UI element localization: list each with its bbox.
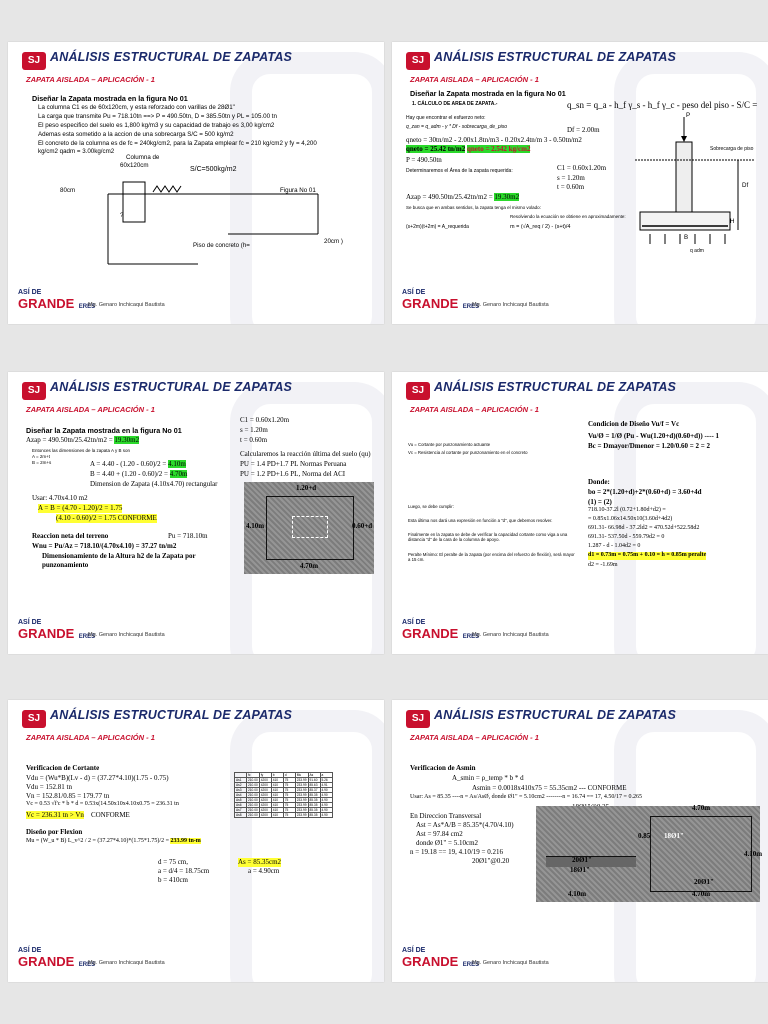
table-header-cell: As [308,773,320,778]
l2: Usar: As = 85.35 ----n = As/AsØ, donde Ø1" = 5.10cm2 --------n = 16.74 == 17, 4.50/17 = 0.265 [410,794,642,800]
l3: qneto = 30tn/m2 - 2.00x1.8tn/m3 - 0.20x2.4tn/m 3 - 0.50tn/m2 [406,136,582,144]
table-cell: 91.60 [308,778,320,783]
logo-icon: SJ [22,52,46,70]
table-cell: 210.00 [248,788,258,792]
result: d1 = 0.73m = 0.75m + 0.10 = h = 0.85m peralte [588,552,707,558]
table-cell: As5 [235,798,247,803]
l1: Vu/Ø = 1/Ø (Pu - Wu(1.20+d)(0.60+d)) ---- 1 [588,432,720,440]
table-cell: 233.99 [296,813,307,817]
table-cell: 75 [283,783,295,788]
p5: 18Ø1" [570,866,590,874]
table-cell: 233.99 [296,803,307,807]
p9: 4.10m [744,850,763,858]
l1: Hay que encontrar el esfuerzo neto: [406,115,486,121]
table-cell: 210.00 [248,803,258,807]
l4: Vc = 0.53 √f'c * b * d = 0.53x(14.50x10x4.10x0.75 = 236.31 tn [26,801,179,807]
bullet-4: Ademas esta sometido a la accion de una sobrecarga S/C = 500 kg/m2 [38,131,234,138]
pu: Pu = 718.10tn [168,532,208,540]
cond-heading: Condicion de Diseño Vu/f = Vc [588,420,680,428]
r1: C1 = 0.60x1.20m [240,416,290,424]
left2: Vc = Resistencia al cortante por punzonamiento en el concreto [408,450,528,455]
slide-title: ANÁLISIS ESTRUCTURAL DE ZAPATAS [50,708,293,722]
step: 1. CÁLCULO DE AREA DE ZAPATA.- [412,101,498,107]
bullet-5: El concreto de la columna es de fc = 240kg/cm2, para la Zapata emplear fc = 210 kg/cm2 y fy = 4,200 [38,140,317,147]
slide-subtitle: ZAPATA AISLADA – APLICACIÓN - 1 [410,405,539,414]
iteration-table [234,772,333,818]
usar: Usar: 4.70x4.10 m2 [32,494,88,502]
l5: P = 490.50tn [406,156,442,164]
table-cell: 4200 [259,798,271,803]
a-calc: A = 4.40 - (1.20 - 0.60)/2 = 4.10m [90,460,186,468]
table-header-cell: b [271,773,283,778]
ab1: A = B = (4.70 - 1.20)/2 = 1.75 [38,504,123,512]
footing-section-figure [630,112,760,262]
c1: 718.10-37.2l (0.72+1.80d+d2) = [588,507,666,513]
table-cell: 210.00 [248,798,258,802]
table-cell: As6 [235,803,247,808]
wnu: Wnu = Pu/Az = 718.10/(4.70x4.10) = 37.27 tn/m2 [32,542,177,550]
l10: m = (√A_req / 2) - (s+t)/4 [510,224,571,230]
table-cell: 85.35 [308,798,320,803]
fig-20: 20cm ) [324,238,343,245]
slide-3 [8,372,384,654]
table-cell: 4.90 [320,793,332,798]
r4: Calcularemos la reacción última del suelo (qu) [240,450,371,458]
table-cell: 4.90 [320,803,332,808]
reac: Reaccion neta del terreno [32,532,109,540]
l9: (s+2m)(t+2m) = A_requerida [406,224,469,230]
table-cell: As4 [235,793,247,798]
table-cell: 85.35 [308,808,320,813]
slide-subtitle: ZAPATA AISLADA – APLICACIÓN - 1 [410,733,539,742]
table-cell: 4.91 [320,783,332,788]
bo: bo = 2*(1.20+d)+2*(0.60+d) = 3.60+4d [588,488,702,496]
r3: t = 0.60m [240,436,268,444]
logo-icon: SJ [22,710,46,728]
table-cell: 4.90 [320,813,332,818]
table-cell: 410 [271,793,283,798]
azap: Azap = 490.50tn/25.42tn/m2 = 19.30m2 [26,436,140,444]
table-cell: As7 [235,808,247,813]
c4: 691.31- 537.50d - 559.79d2 = 0 [588,534,665,540]
table-header-cell: fy [259,773,271,778]
left3: Luego, se debe cumplir: [408,504,454,509]
brand: ASÍ DE GRANDE ERES [402,619,480,641]
table-cell: 75 [283,778,295,783]
table-cell: 410 [271,808,283,813]
l2: Bc = Dmayor/Dmenor = 1.20/0.60 = 2 = 2 [588,442,710,450]
author: Mg. Genaro Inchicaqui Bautista [472,302,549,308]
left4: Esta última nos dará una expresión en función a "d", que debemos resolver. [408,518,553,523]
slide-title: ANÁLISIS ESTRUCTURAL DE ZAPATAS [50,380,293,394]
table-cell: 410 [271,778,283,783]
asmin-heading: Verificacion de Asmin [410,764,476,772]
table-cell: 233.99 [296,808,307,812]
table-cell: 4200 [259,803,271,808]
fig-col-size: 60x120cm [120,162,149,169]
l6: Ast = 97.84 cm2 [416,830,463,838]
table-cell: As2 [235,783,247,788]
table-cell: 410 [271,788,283,793]
table-cell: 410 [271,813,283,818]
brand: ASÍ DE GRANDE ERES [402,289,480,311]
as-value: As = 85.35cm2 [238,858,282,866]
l8: n = 19.18 == 19, 4.10/19 = 0.216 [410,848,503,856]
l2: q_zan = q_adm - γ * Df - sobrecarga_de_piso [406,124,508,130]
author: Mg. Genaro Inchicaqui Bautista [88,302,165,308]
r2: s = 1.20m [240,426,268,434]
l8: Resolviendo la ecuación se obtiene en aproximadamente: [510,214,626,219]
fig-name: Figura No 01 [280,187,316,194]
table-cell: 210.00 [248,813,258,817]
cortante-heading: Verificacion de Cortante [26,764,100,772]
slide-subtitle: ZAPATA AISLADA – APLICACIÓN - 1 [26,405,155,414]
slide-2 [392,42,768,324]
table-cell: 210.00 [248,793,258,797]
l4: En Direccion Transversal [410,812,482,820]
logo-icon: SJ [406,52,430,70]
author: Mg. Genaro Inchicaqui Bautista [88,632,165,638]
p1: 1.20+d [296,484,317,492]
p1: 4.70m [692,804,711,812]
slide-4 [392,372,768,654]
azap: Azap = 490.50tn/25.42tn/m2 = 19.30m2 [406,193,520,201]
c1: C1 = 0.60x1.20m [557,164,607,172]
fig-piso: Piso de concreto (h= [193,242,250,249]
left1: Vu = Cortante por punzonamiento actuante [408,442,491,447]
brand: ASÍ DE GRANDE ERES [18,947,96,969]
dim3: punzonamiento [42,561,89,569]
left5: Finalmente en la zapata se debe de verificar la capacidad cortante como viga a una distancia "d" de la cara de la columna de apoyo. [408,532,568,543]
brand: ASÍ DE GRANDE ERES [402,947,480,969]
table-cell: 233.99 [296,788,307,792]
table-cell: As1 [235,778,247,783]
fig-80: 80cm [60,187,76,194]
flexion-heading: Diseño por Flexion [26,828,83,836]
p4: 4.70m [300,562,319,570]
eq: (1) = (2) [588,498,612,506]
fig-p: P [686,112,691,119]
table-cell: 210.00 [248,783,258,787]
d2: d2 = -1.69m [588,562,618,568]
table-cell: 4.90 [320,788,332,793]
table-cell: 5.26 [320,778,332,783]
table-header-cell: d [283,773,295,778]
table-cell: 85.37 [308,788,320,793]
table-cell: 410 [271,803,283,808]
slide-title: ANÁLISIS ESTRUCTURAL DE ZAPATAS [434,708,677,722]
logo-icon: SJ [22,382,46,400]
l6: Determinaremos el Área de la zapata requerida: [406,168,513,174]
l1: Asmin = 0.0018x410x75 = 55.35cm2 --- CONFORME [472,784,627,792]
p4: 20Ø1" [572,856,592,864]
table-cell: 210.00 [248,808,258,812]
brand: ASÍ DE GRANDE ERES [18,619,96,641]
table-header-cell: a [320,773,332,778]
table-cell: 410 [271,783,283,788]
fig-sc: S/C=500kg/m2 [190,166,237,173]
l7: Se busca que en ambas sentidos, la zapata tenga el mismo volado: [406,205,541,210]
s: s = 1.20m [557,174,585,182]
l3: Vn = 152.81/0.85 = 179.77 tn [26,792,110,800]
dim2: Dimensionamiento de la Altura h2 de la Zapata por [42,552,196,560]
p7: 20Ø1" [694,878,714,886]
author: Mg. Genaro Inchicaqui Bautista [472,632,549,638]
l5: Vc = 236.31 tn > Vn CONFORME [26,811,130,819]
bullet-3: El peso especifico del suelo es 1,800 kg/m3 y su capacidad de trabajo es 3,00 kg/cm2 [38,122,275,129]
df: Df = 2.00m [567,126,600,134]
l5: Ast = As*A/B = 85.35*(4.70/4.10) [416,821,514,829]
fig-q: q adm [690,248,704,254]
left6: Peralte Mínimo: El peralte de la zapata (por encima del refuerzo de flexión), será mayor a 15 cm. [408,552,575,563]
slide-subtitle: ZAPATA AISLADA – APLICACIÓN - 1 [26,733,155,742]
table-header-cell: Mu [295,773,308,778]
slide-subtitle: ZAPATA AISLADA – APLICACIÓN - 1 [26,75,155,84]
r6: PU = 1.2 PD+1.6 PL, Norma del ACI [240,470,346,478]
table-cell: 233.99 [296,793,307,797]
table-cell: 233.99 [296,783,307,787]
logo-icon: SJ [406,710,430,728]
table-header-cell: fc [247,773,260,778]
table-cell: 85.63 [308,783,320,788]
slide-subtitle: ZAPATA AISLADA – APLICACIÓN - 1 [410,75,539,84]
slide-6 [392,700,768,982]
b: b = 410cm [158,876,188,884]
table-cell: 85.35 [308,813,320,818]
table-cell: 75 [283,788,295,793]
fig-q: ? [120,212,124,219]
table-cell: 75 [283,813,295,818]
p3: 18Ø1" [664,832,684,840]
logo-icon: SJ [406,382,430,400]
c2: = 0.85x1.06x14.50x10(3.60d+4d2) [588,516,673,522]
table-cell: 4.90 [320,798,332,803]
mu: Mu = (W_u * B) L_v^2 / 2 = (37.27*4.10)*(1.75*1.75)/2 = 233.99 tn-m [26,838,201,844]
table-cell: 233.99 [296,778,307,782]
table-cell: As8 [235,813,247,818]
l2: A = 2m+t [32,454,51,459]
fig-col-label: Columna de [126,154,160,161]
ab2: (4.10 - 0.60)/2 = 1.75 CONFORME [56,514,157,522]
table-cell: 4200 [259,788,271,793]
fig-h: H [730,218,735,225]
table-cell: 4200 [259,808,271,813]
l2: Vdu = 152.81 tn [26,783,72,791]
fig-b: B [684,234,689,241]
p6: 4.10m [568,890,587,898]
slide-title: ANÁLISIS ESTRUCTURAL DE ZAPATAS [434,50,677,64]
d: d = 75 cm, [158,858,188,866]
l3: B = 2m+s [32,460,52,465]
table-cell: 233.99 [296,798,307,802]
l9: 20Ø1"@0.20 [472,857,510,865]
table-cell: 75 [283,798,295,803]
c3: 691.31- 66.98d - 37.2ld2 = 470.52d+522.58d2 [588,525,700,531]
heading: Diseñar la Zapata mostrada en la figura No 01 [32,94,188,103]
reinforcement-photo [536,806,763,902]
table-cell: 4.90 [320,808,332,813]
b-calc: B = 4.40 + (1.20 - 0.60)/2 = 4.70m [90,470,188,478]
p8: 4.70m [692,890,711,898]
bullet-cont: kg/cm2 qadm = 3.00kg/cm2 [38,148,115,155]
slide-1 [8,42,384,324]
slide-title: ANÁLISIS ESTRUCTURAL DE ZAPATAS [50,50,293,64]
table-cell: 4200 [259,813,271,818]
p2: 0.85 [638,832,651,840]
t: t = 0.60m [557,183,585,191]
heading: Diseñar la Zapata mostrada en la figura No 01 [410,89,566,98]
asmin-formula: A_smin = ρ_temp * b * d [452,774,524,782]
r5: PU = 1.4 PD+1.7 PL Normas Peruana [240,460,347,468]
fig-df: Df [742,182,749,189]
fig-sob: Sobrecarga de piso [710,146,754,152]
donde: Donde: [588,478,610,486]
p2: 4.10m [246,522,265,530]
p3: 0.60+d [352,522,373,530]
table-cell: 210.00 [248,778,258,782]
table-cell: 410 [271,798,283,803]
table-cell: 4200 [259,783,271,788]
a-value: a = 4.90cm [248,867,280,875]
slide-title: ANÁLISIS ESTRUCTURAL DE ZAPATAS [434,380,677,394]
l1: Entonces las dimensiones de la zapata A y B son [32,448,131,453]
bullet-1: La columna C1 es de 60x120cm, y esta reforzado con varillas de 28Ø1" [38,104,235,111]
a-d: a = d/4 = 18.75cm [158,867,210,875]
author: Mg. Genaro Inchicaqui Bautista [472,960,549,966]
slide-5 [8,700,384,982]
heading: Diseñar la Zapata mostrada en la figura No 01 [26,426,182,435]
formula: q_sn = q_a - h_f γ_s - h_f γ_c - peso del piso - S/C = [567,100,758,110]
table-row [235,813,333,818]
table-cell: 85.35 [308,803,320,808]
table-cell: 75 [283,808,295,813]
author: Mg. Genaro Inchicaqui Bautista [88,960,165,966]
table-cell: As3 [235,788,247,793]
c5: 1.287 - d - 1.04d2 = 0 [588,543,641,549]
l4: qneto = 25.42 tn/m2 qneto = 2.542 kg/cm2 [406,145,531,153]
table-cell: 85.35 [308,793,320,798]
brand: ASÍ DE GRANDE ERES [18,289,96,311]
dim: Dimension de Zapata (4.10x4.70) rectangular [90,480,218,488]
table-cell: 4200 [259,793,271,798]
l7: donde Ø1" = 5.10cm2 [416,839,479,847]
table-cell: 4200 [259,778,271,783]
bullet-2: La carga que transmite Pu = 718.10tn ==> P = 490.50tn, D = 385.50tn y PL = 105.00 tn [38,113,277,120]
l1: Vdu = (Wu*B)(Lv - d) = (37.27*4.10)(1.75 - 0.75) [26,774,169,782]
table-cell: 75 [283,793,295,798]
table-cell: 75 [283,803,295,808]
